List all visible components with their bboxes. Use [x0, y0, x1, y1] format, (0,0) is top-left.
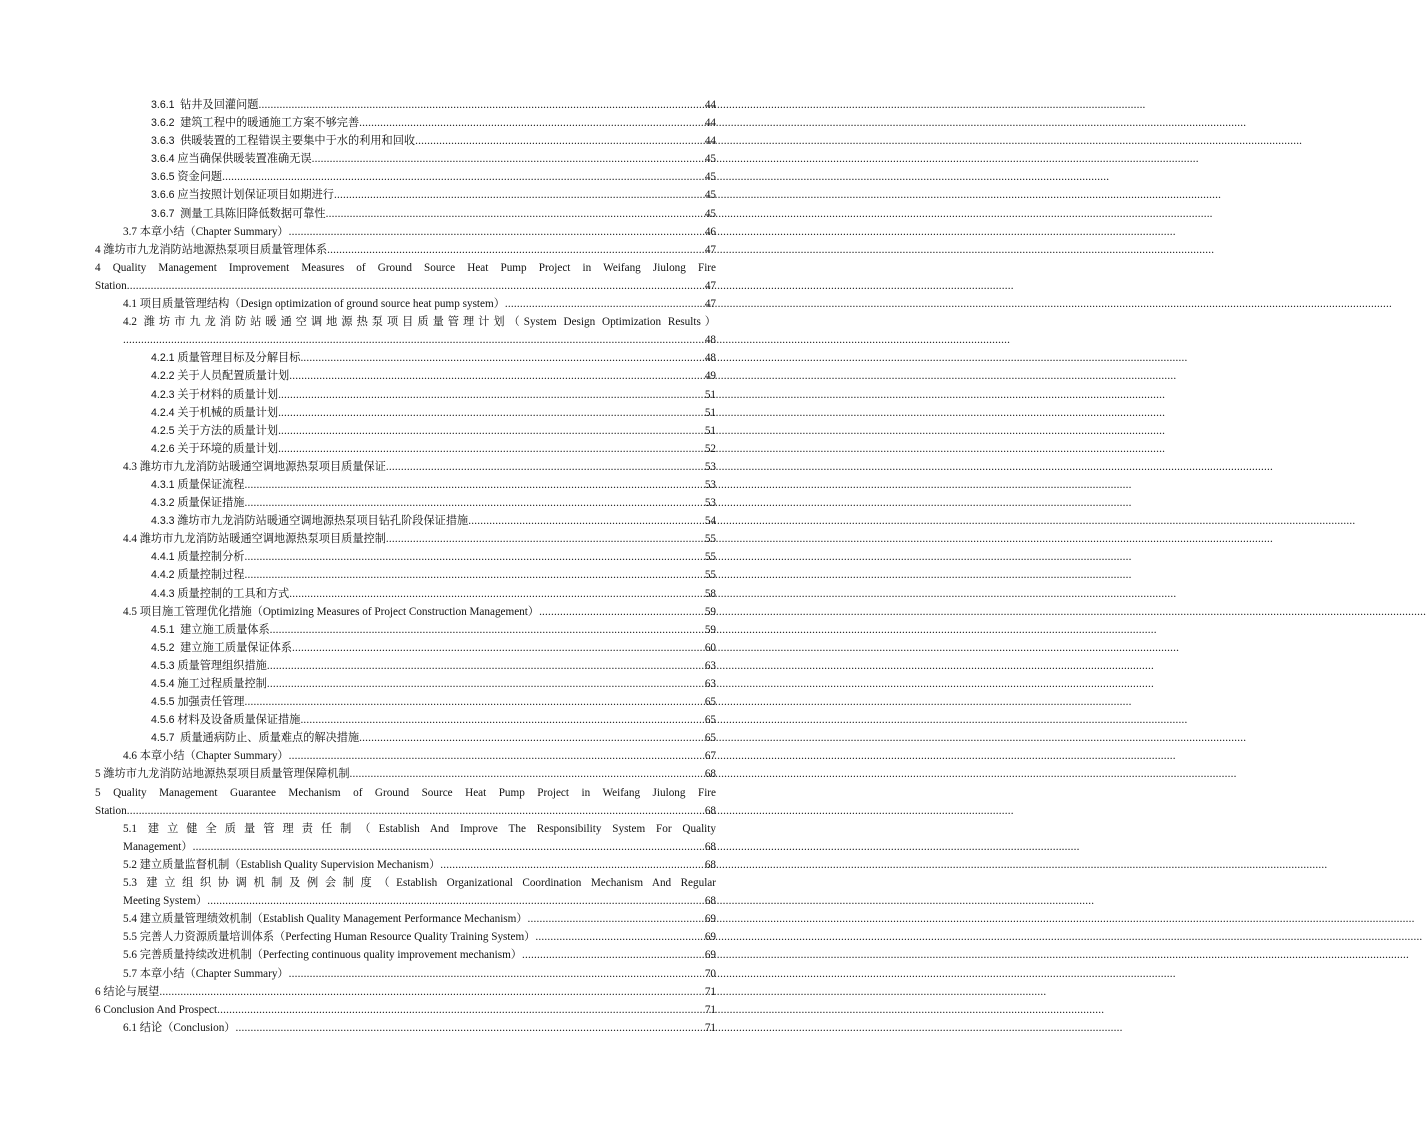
toc-leader [289, 585, 705, 603]
toc-entry-4-2[interactable] [95, 313, 716, 349]
toc-leader [535, 928, 704, 946]
toc-entry-4-2-2[interactable] [95, 367, 716, 385]
toc-number: 4.4.1 [151, 551, 175, 564]
toc-title: 质量保证措施 [177, 497, 245, 510]
toc-page-number: 44 [704, 117, 716, 130]
toc-number: 4.2.1 [151, 352, 175, 365]
toc-title: 测量工具陈旧降低数据可靠性 [180, 207, 326, 220]
toc-title: 资金问题 [177, 171, 223, 184]
toc-number: 4.3.3 [151, 515, 175, 528]
toc-leader [359, 114, 705, 132]
toc-title: 质量管理目标及分解目标 [177, 352, 301, 365]
toc-page-number: 63 [704, 659, 716, 672]
toc-page-number: 44 [704, 135, 716, 148]
toc-page-number: 68 [704, 840, 716, 853]
toc-title: 4.5 项目施工管理优化措施（Optimizing Measures of Project Construction Management） [123, 605, 540, 618]
toc-leader [289, 223, 705, 241]
toc-leader [292, 639, 705, 657]
toc-leader [245, 476, 705, 494]
toc-title: 加强责任管理 [177, 696, 245, 709]
toc-title: 关于方法的质量计划 [177, 424, 279, 437]
toc-entry-4-4-2[interactable] [95, 566, 716, 584]
toc-entry-3-6-1[interactable] [95, 96, 716, 114]
toc-leader [386, 458, 705, 476]
toc-title: 6.1 结论（Conclusion） [123, 1021, 236, 1034]
toc-title: 3.7 本章小结（Chapter Summary） [123, 225, 289, 238]
toc-entry-4-3-1[interactable] [95, 476, 716, 494]
toc-page-number: 52 [704, 442, 716, 455]
toc-title: 关于机械的质量计划 [177, 406, 279, 419]
toc-leader [327, 241, 705, 259]
toc-title: 4.4 潍坊市九龙消防站暖通空调地源热泵项目质量控制 [123, 533, 386, 546]
toc-entry-3-6-3[interactable] [95, 132, 716, 150]
toc-entry-5-1[interactable] [95, 820, 716, 856]
toc-page-number: 65 [704, 732, 716, 745]
toc-page-number: 48 [704, 334, 716, 347]
toc-entry-4-2-6[interactable] [95, 440, 716, 458]
toc-leader [386, 530, 705, 548]
toc-leader [245, 693, 705, 711]
toc-title: 应当按照计划保证项目如期进行 [177, 189, 334, 202]
toc-leader [278, 404, 705, 422]
toc-leader [278, 386, 705, 404]
toc-entry-4-5-7[interactable] [95, 729, 716, 747]
toc-page-number: 55 [704, 551, 716, 564]
toc-entry-3-6-5[interactable] [95, 168, 716, 186]
toc-entry-5-en[interactable] [95, 784, 716, 820]
toc-entry-4-5-5[interactable] [95, 693, 716, 711]
toc-leader [217, 1001, 705, 1019]
toc-page-number: 71 [704, 985, 716, 998]
toc-leader [278, 422, 705, 440]
toc-title: 5.1 建立健全质量管理责任制（Establish And Improve The Responsibility System For Quality [123, 822, 716, 835]
toc-title: 5.7 本章小结（Chapter Summary） [123, 967, 289, 980]
toc-leader [350, 765, 705, 783]
toc-title: 5.5 完善人力资源质量培训体系（Perfecting Human Resource Quality Training System） [123, 931, 536, 944]
toc-number: 3.6.6 [151, 189, 175, 202]
toc-title: 建立施工质量保证体系 [180, 641, 293, 654]
toc-leader [245, 566, 705, 584]
toc-leader [440, 856, 705, 874]
toc-page-number: 65 [704, 714, 716, 727]
toc-leader [193, 838, 705, 856]
toc-page-number: 45 [704, 189, 716, 202]
toc-number: 3.6.1 [151, 99, 175, 111]
toc-entry-3-7[interactable] [95, 223, 716, 241]
toc-title: 应当确保供暖装置准确无误 [177, 153, 312, 166]
toc-number: 3.6.4 [151, 153, 175, 166]
toc-leader [270, 621, 705, 639]
toc-entry-4-2-4[interactable] [95, 404, 716, 422]
toc-page-number: 48 [704, 352, 716, 365]
toc-page-number: 68 [704, 804, 716, 817]
toc-title: 关于人员配置质量计划 [177, 370, 290, 383]
toc-title: 质量控制的工具和方式 [177, 587, 290, 600]
toc-entry-4-5-4[interactable] [95, 675, 716, 693]
toc-page-number: 45 [704, 207, 716, 220]
toc-title: 质量控制分析 [177, 551, 245, 564]
toc-title: 质量控制过程 [177, 569, 245, 582]
toc-title: 4.3 潍坊市九龙消防站暖通空调地源热泵项目质量保证 [123, 460, 386, 473]
toc-leader [312, 150, 705, 168]
toc-page-number: 47 [704, 243, 716, 256]
toc-number: 4.4.2 [151, 569, 175, 582]
toc-page-number: 45 [704, 171, 716, 184]
toc-leader [289, 965, 705, 983]
toc-number: 3.6.7 [151, 207, 175, 220]
toc-title: 5 Quality Management Guarantee Mechanism of Ground Source Heat Pump Project in Weifang Jiulong Fire [95, 786, 716, 799]
toc-page-number: 60 [704, 641, 716, 654]
toc-number: 4.2.6 [151, 442, 175, 455]
toc-title: 4.2 潍坊市九龙消防站暖通空调地源热泵项目质量管理计划（System Design Optimization Results） [123, 316, 716, 329]
toc-page-number: 59 [704, 605, 716, 618]
toc-leader [207, 892, 705, 910]
toc-page-number: 67 [704, 750, 716, 763]
toc-entry-5-5[interactable] [95, 928, 716, 946]
toc-page-number: 71 [704, 1003, 716, 1016]
toc-title: 5.2 建立质量监督机制（Establish Quality Supervision Mechanism） [123, 858, 441, 871]
toc-title: 5.6 完善质量持续改进机制（Perfecting continuous quality improvement mechanism） [123, 949, 522, 962]
toc-title: 5.4 建立质量管理绩效机制（Establish Quality Management Performance Mechanism） [123, 913, 528, 926]
toc-leader [539, 603, 705, 621]
toc-title: 5 潍坊市九龙消防站地源热泵项目质量管理保障机制 [95, 768, 350, 781]
toc-entry-5-7[interactable] [95, 965, 716, 983]
toc-leader [522, 946, 705, 964]
toc-entry-4-6[interactable] [95, 747, 716, 765]
toc-entry-4-5-3[interactable] [95, 657, 716, 675]
toc-title: 潍坊市九龙消防站暖通空调地源热泵项目钻孔阶段保证措施 [177, 515, 469, 528]
toc-title: 建立施工质量体系 [180, 623, 270, 636]
toc-title: 4 潍坊市九龙消防站地源热泵项目质量管理体系 [95, 243, 328, 256]
toc-leader [159, 983, 704, 1001]
toc-number: 4.5.3 [151, 659, 175, 672]
toc-entry-5-2[interactable] [95, 856, 716, 874]
toc-entry-3-6-6[interactable] [95, 186, 716, 204]
toc-leader [123, 331, 705, 349]
toc-entry-4-4-1[interactable] [95, 548, 716, 566]
toc-leader [289, 747, 705, 765]
toc-number: 4.5.1 [151, 623, 175, 636]
toc-number: 4.2.2 [151, 370, 175, 383]
toc-title: 质量管理组织措施 [177, 659, 267, 672]
toc-title: 钻井及回灌问题 [180, 99, 259, 111]
toc-leader [127, 802, 705, 820]
toc-title-continued: Meeting System） [123, 895, 208, 908]
toc-number: 4.5.5 [151, 696, 175, 709]
toc-entry-4-4[interactable] [95, 530, 716, 548]
toc-title: 施工过程质量控制 [177, 678, 267, 690]
toc-leader [267, 675, 705, 693]
toc-title: 材料及设备质量保证措施 [177, 714, 301, 727]
toc-page-number: 53 [704, 497, 716, 510]
toc-entry-6-zh[interactable] [95, 983, 716, 1001]
toc-number: 4.2.4 [151, 406, 175, 419]
toc-title: 质量保证流程 [177, 478, 245, 491]
toc-page-number: 68 [704, 768, 716, 781]
toc-leader [300, 349, 704, 367]
toc-page-number: 68 [704, 895, 716, 908]
toc-title: 质量通病防止、质量难点的解决措施 [180, 732, 360, 745]
toc-page-number: 47 [704, 298, 716, 311]
toc-entry-4-5-6[interactable] [95, 711, 716, 729]
toc-title: 4.6 本章小结（Chapter Summary） [123, 750, 289, 763]
toc-entry-4-2-3[interactable] [95, 386, 716, 404]
toc-page-number: 58 [704, 587, 716, 600]
toc-entry-5-4[interactable] [95, 910, 716, 928]
toc-entry-5-3[interactable] [95, 874, 716, 910]
toc-page-number: 51 [704, 388, 716, 401]
toc-entry-3-6-7[interactable] [95, 205, 716, 223]
toc-entry-4-5[interactable] [95, 603, 716, 621]
toc-leader [326, 205, 705, 223]
toc-title-continued: Management） [123, 840, 193, 853]
toc-title: 关于环境的质量计划 [177, 442, 279, 455]
toc-number: 4.5.2 [151, 641, 175, 654]
toc-entry-4-3-2[interactable] [95, 494, 716, 512]
toc-page-number: 44 [704, 99, 716, 111]
toc-leader [127, 277, 705, 295]
toc-title: 关于材料的质量计划 [177, 388, 279, 401]
toc-title-continued: Station [95, 804, 127, 817]
toc-number: 4.2.5 [151, 424, 175, 437]
toc-entry-4-2-5[interactable] [95, 422, 716, 440]
toc-page-number: 70 [704, 967, 716, 980]
toc-page-number: 69 [704, 913, 716, 926]
toc-number: 3.6.5 [151, 171, 175, 184]
toc-entry-3-6-2[interactable] [95, 114, 716, 132]
toc-title: 4 Quality Management Improvement Measures of Ground Source Heat Pump Project in Weifang Jiulong Fire [95, 261, 716, 274]
toc-entry-5-zh[interactable] [95, 765, 716, 783]
toc-entry-4-2-1[interactable] [95, 349, 716, 367]
toc-number: 4.5.4 [151, 678, 175, 690]
toc-entry-6-1[interactable] [95, 1019, 716, 1037]
toc-leader [468, 512, 705, 530]
toc-leader [222, 168, 705, 186]
toc-leader [289, 367, 705, 385]
toc-page-number: 55 [704, 569, 716, 582]
toc-entry-3-6-4[interactable] [95, 150, 716, 168]
toc-number: 3.6.2 [151, 117, 175, 130]
toc-number: 4.3.2 [151, 497, 175, 510]
toc-entry-4-3[interactable] [95, 458, 716, 476]
toc-title: 供暖装置的工程错误主要集中于水的利用和回收 [180, 135, 416, 148]
toc-leader [278, 440, 705, 458]
toc-entry-5-6[interactable] [95, 946, 716, 964]
toc-leader [258, 96, 704, 114]
toc-entry-4-5-1[interactable] [95, 621, 716, 639]
toc-entry-4-3-3[interactable] [95, 512, 716, 530]
toc-number: 4.5.7 [151, 732, 175, 745]
toc-page-number: 71 [704, 1021, 716, 1034]
toc-leader [334, 186, 705, 204]
toc-title: 5.3 建立组织协调机制及例会制度（Establish Organizational Coordination Mechanism And Regular [123, 877, 716, 890]
toc-leader [359, 729, 705, 747]
toc-page-number: 59 [704, 623, 716, 636]
toc-entry-4-1[interactable] [95, 295, 716, 313]
toc-entry-4-zh[interactable] [95, 241, 716, 259]
toc-page-number: 49 [704, 370, 716, 383]
toc-entry-4-4-3[interactable] [95, 585, 716, 603]
toc-page-number: 69 [704, 931, 716, 944]
toc-title-continued: Station [95, 279, 127, 292]
toc-page-number: 54 [704, 515, 716, 528]
toc-leader [528, 910, 705, 928]
toc-leader [236, 1019, 705, 1037]
toc-page-number: 46 [704, 225, 716, 238]
toc-title: 6 Conclusion And Prospect [95, 1003, 218, 1016]
toc-number: 4.4.3 [151, 587, 175, 600]
toc-page-number: 63 [704, 678, 716, 690]
toc-number: 4.5.6 [151, 714, 175, 727]
table-of-contents [95, 96, 716, 1037]
toc-page-number: 51 [704, 406, 716, 419]
toc-entry-4-en[interactable] [95, 259, 716, 295]
toc-page-number: 68 [704, 858, 716, 871]
toc-page-number: 51 [704, 424, 716, 437]
toc-page-number: 53 [704, 478, 716, 491]
toc-page-number: 69 [704, 949, 716, 962]
toc-leader [267, 657, 705, 675]
toc-leader [415, 132, 705, 150]
toc-page-number: 45 [704, 153, 716, 166]
toc-title: 4.1 项目质量管理结构（Design optimization of ground source heat pump system） [123, 298, 505, 311]
toc-leader [245, 548, 705, 566]
toc-page-number: 55 [704, 533, 716, 546]
toc-entry-6-en[interactable] [95, 1001, 716, 1019]
toc-page-number: 53 [704, 460, 716, 473]
toc-title: 6 结论与展望 [95, 985, 160, 998]
toc-number: 3.6.3 [151, 135, 175, 148]
toc-leader [505, 295, 705, 313]
toc-title: 建筑工程中的暖通施工方案不够完善 [180, 117, 360, 130]
toc-page-number: 65 [704, 696, 716, 709]
toc-number: 4.2.3 [151, 388, 175, 401]
toc-leader [245, 494, 705, 512]
toc-number: 4.3.1 [151, 478, 175, 491]
toc-leader [300, 711, 704, 729]
toc-page-number: 47 [704, 279, 716, 292]
toc-entry-4-5-2[interactable] [95, 639, 716, 657]
